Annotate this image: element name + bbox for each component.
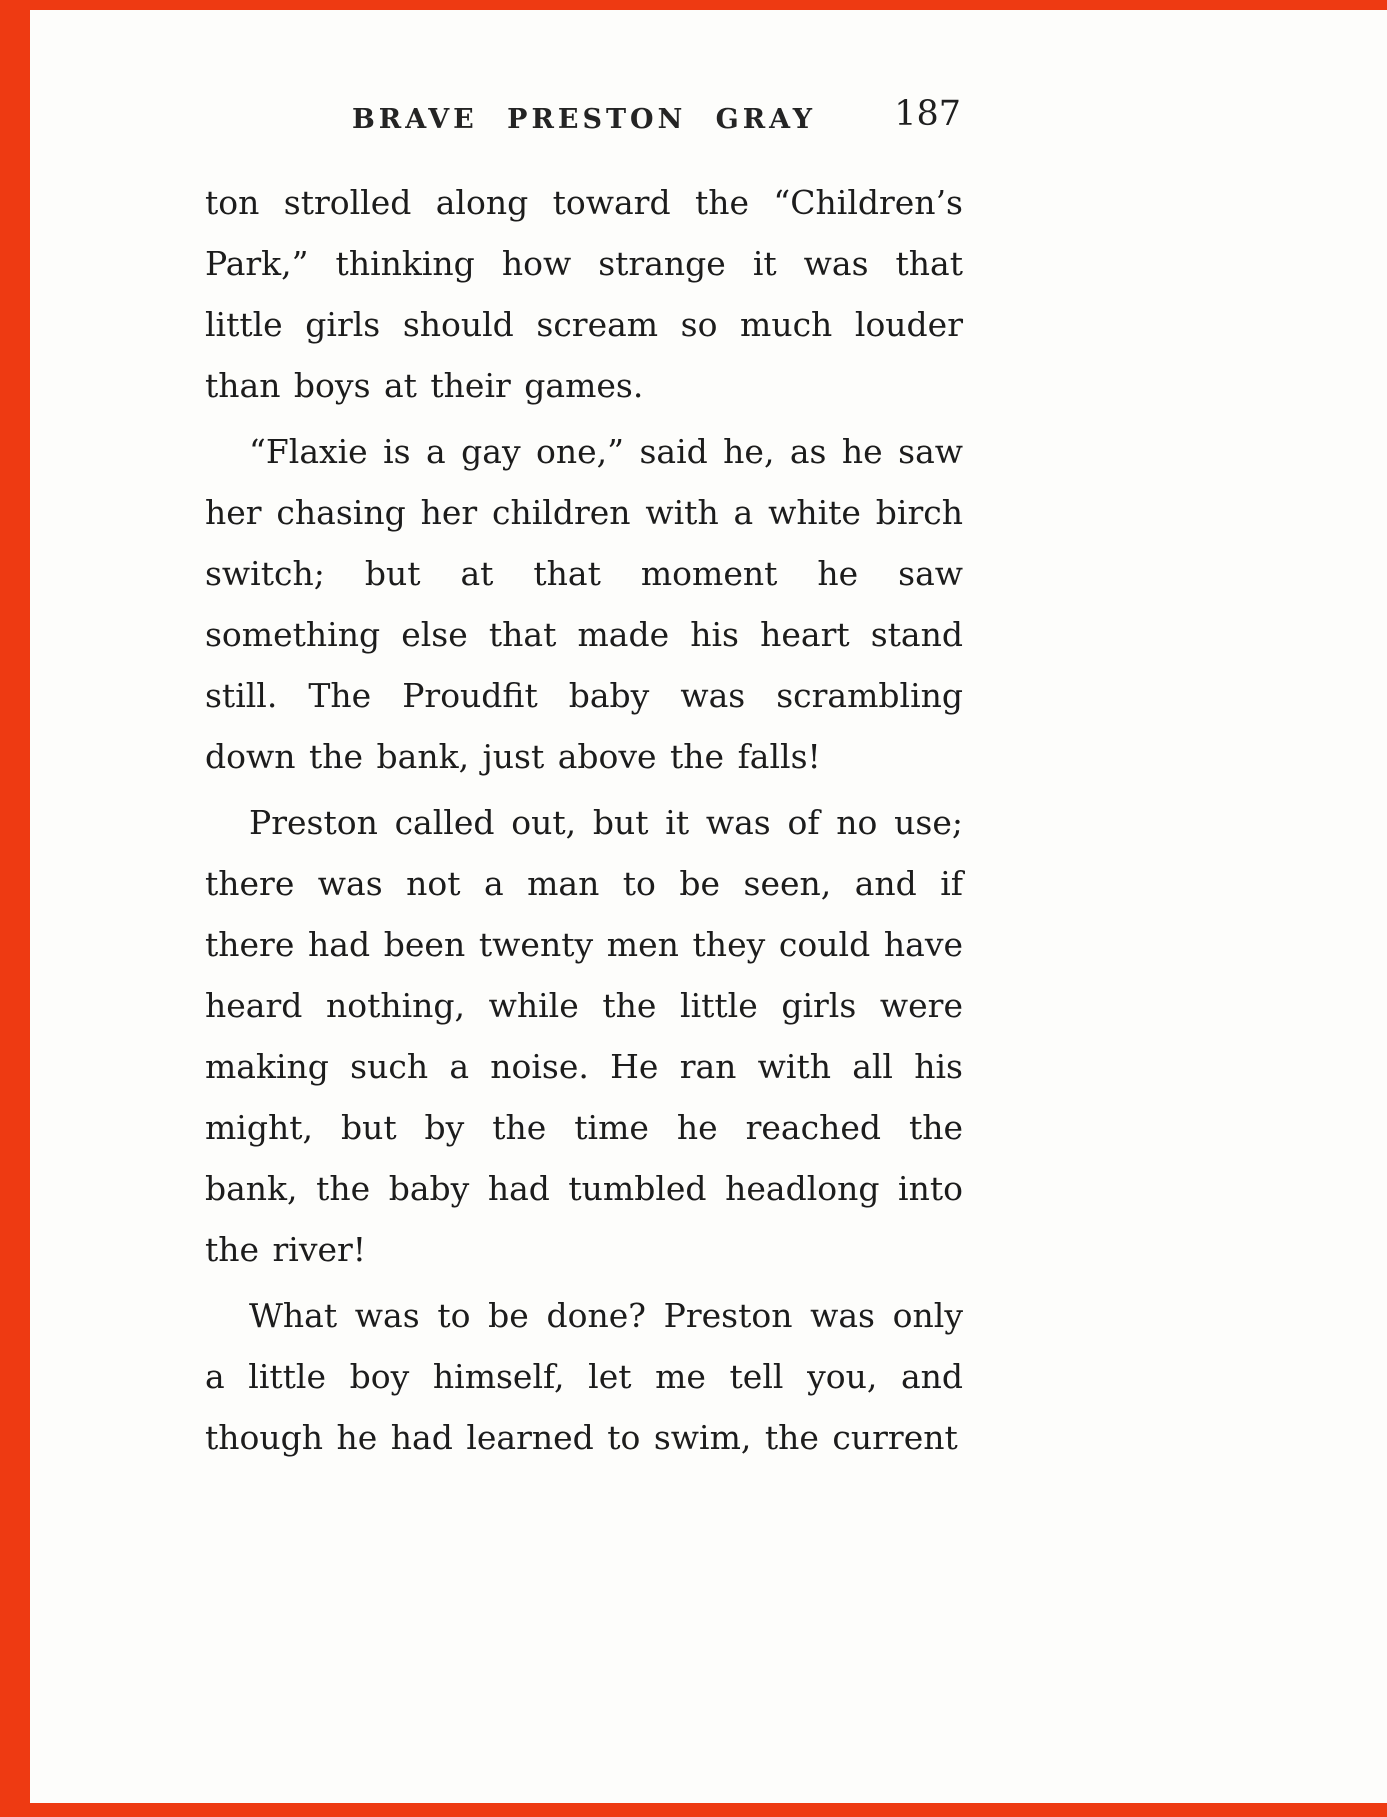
body-paragraph: Preston called out, but it was of no use; there was not a man to be seen, and if there had been twenty men they could have heard nothing, while the little girls were making such a noise. He ran with all his might, but by the time he reached the bank, the baby had tumbled headlong into the river!	[205, 803, 963, 1269]
page-number: 187	[894, 94, 961, 134]
running-title: BRAVE PRESTON GRAY	[351, 104, 817, 135]
text-block	[205, 172, 963, 1468]
body-paragraph: ton strolled along toward the “Children’s Park,” thinking how strange it was that little girls should scream so much louder than boys at their games.	[205, 183, 963, 405]
body-paragraph: What was to be done? Preston was only a little boy himself, let me tell you, and though he had learned to swim, the current	[205, 1296, 963, 1457]
scan-edge-left	[0, 0, 30, 1817]
scan-edge-top	[0, 0, 1387, 10]
running-header	[205, 94, 963, 146]
scan-edge-bottom	[0, 1803, 1387, 1817]
body-paragraph: “Flaxie is a gay one,” said he, as he saw her chasing her children with a white birch switch; but at that moment he saw something else that made his heart stand still. The Proudfit baby was scrambling down the bank, just above the falls!	[205, 432, 963, 776]
